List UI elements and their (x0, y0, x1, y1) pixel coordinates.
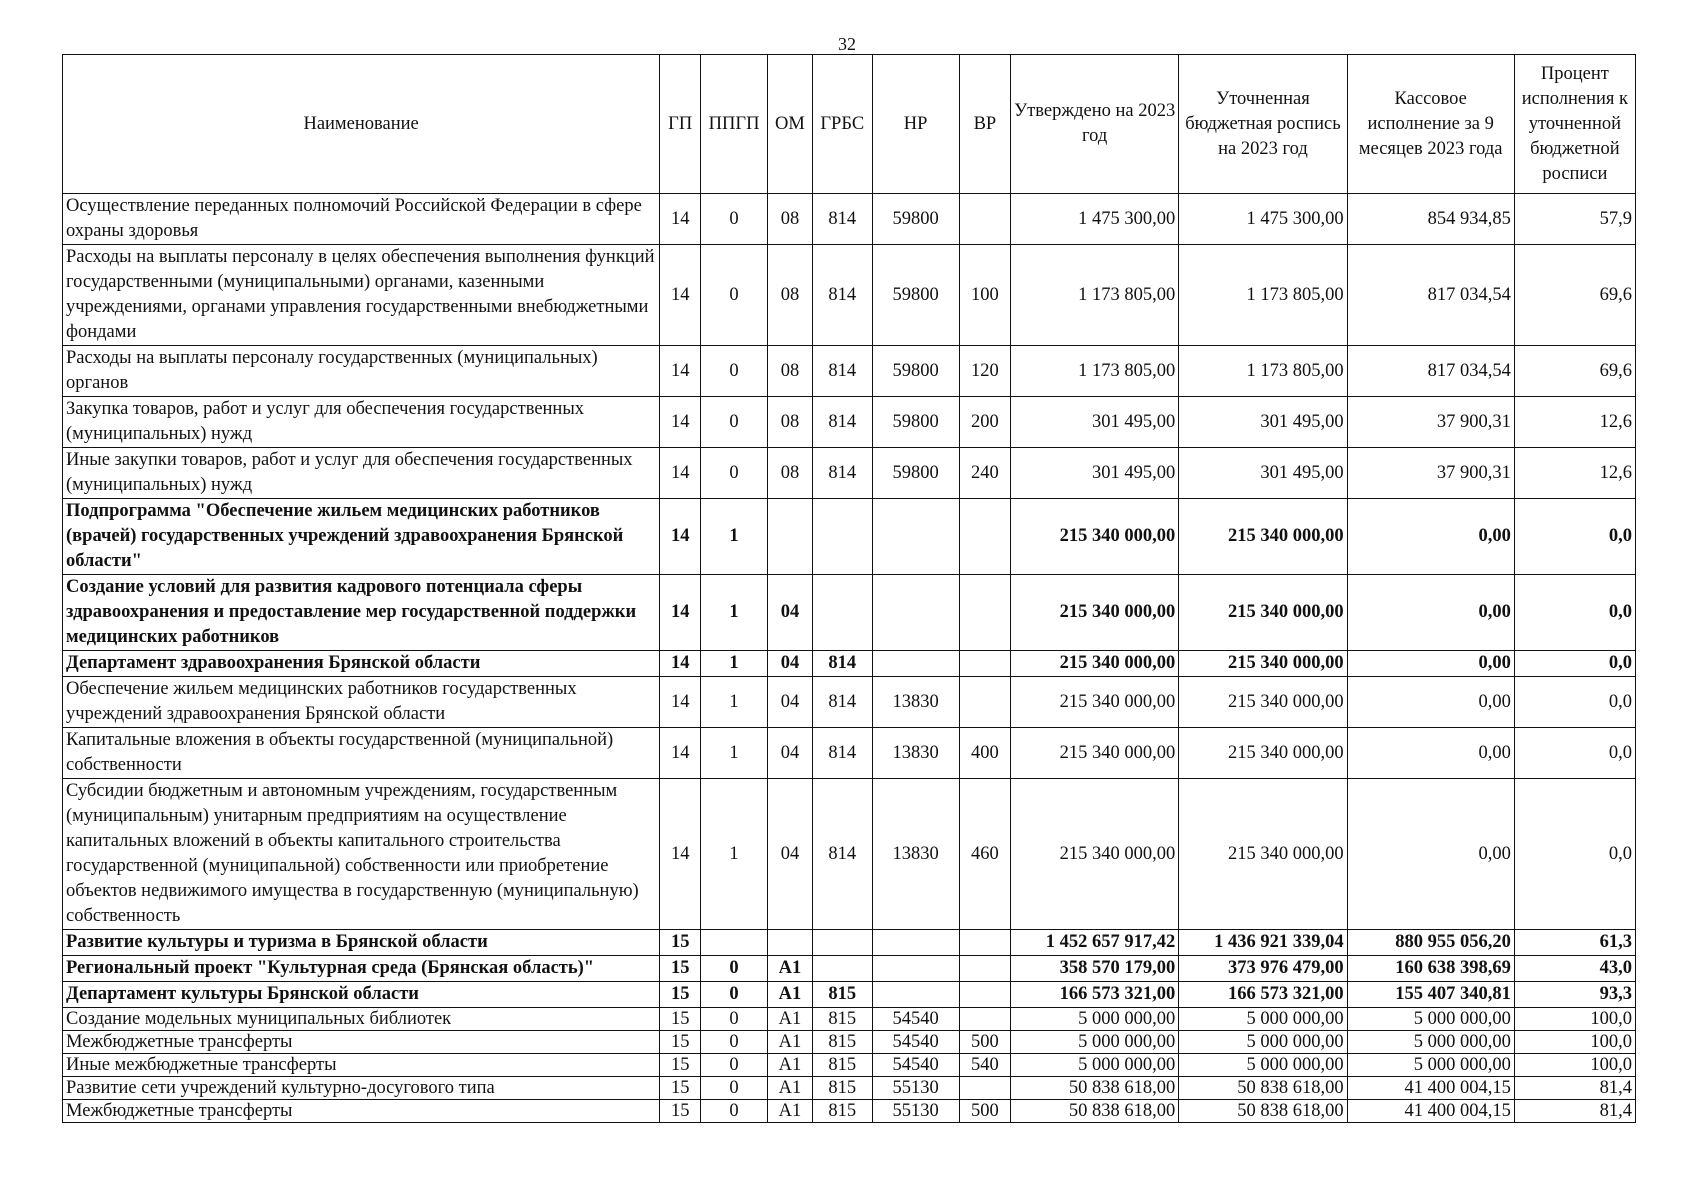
header-approved: Утверждено на 2023 год (1011, 55, 1179, 194)
cell-grbs: 814 (813, 397, 873, 448)
table-row (63, 397, 1636, 448)
cell-approved: 215 340 000,00 (1011, 499, 1179, 575)
cell-ppgp: 0 (701, 245, 768, 346)
header-om: ОМ (767, 55, 812, 194)
cell-approved: 215 340 000,00 (1011, 575, 1179, 651)
cell-name: Обеспечение жильем медицинских работников государственных учреждений здравоохранения Брянской области (63, 677, 660, 728)
cell-om: 04 (767, 728, 812, 779)
cell-vr (959, 982, 1010, 1008)
cell-gp: 15 (660, 1008, 701, 1031)
cell-percent: 100,0 (1514, 1031, 1635, 1054)
cell-ppgp: 1 (701, 779, 768, 930)
cell-gp: 14 (660, 575, 701, 651)
cell-approved: 1 475 300,00 (1011, 194, 1179, 245)
cell-approved: 215 340 000,00 (1011, 779, 1179, 930)
cell-cash: 817 034,54 (1347, 346, 1514, 397)
cell-grbs: 815 (813, 1054, 873, 1077)
cell-ppgp: 0 (701, 1100, 768, 1123)
cell-vr: 240 (959, 448, 1010, 499)
cell-refined: 1 436 921 339,04 (1179, 930, 1347, 956)
cell-om: А1 (767, 1100, 812, 1123)
cell-gp: 15 (660, 1100, 701, 1123)
header-ppgp: ППГП (701, 55, 768, 194)
cell-refined: 215 340 000,00 (1179, 499, 1347, 575)
cell-name: Межбюджетные трансферты (63, 1100, 660, 1123)
cell-refined: 301 495,00 (1179, 397, 1347, 448)
cell-om (767, 930, 812, 956)
cell-om: 08 (767, 194, 812, 245)
table-row (63, 651, 1636, 677)
cell-grbs: 815 (813, 982, 873, 1008)
cell-om: 08 (767, 397, 812, 448)
cell-percent: 61,3 (1514, 930, 1635, 956)
cell-approved: 301 495,00 (1011, 397, 1179, 448)
cell-cash: 41 400 004,15 (1347, 1100, 1514, 1123)
cell-refined: 215 340 000,00 (1179, 651, 1347, 677)
cell-refined: 215 340 000,00 (1179, 677, 1347, 728)
header-vr: ВР (959, 55, 1010, 194)
cell-cash: 854 934,85 (1347, 194, 1514, 245)
budget-table (62, 54, 1636, 1123)
cell-om: 08 (767, 346, 812, 397)
table-row (63, 575, 1636, 651)
page-number (0, 34, 1694, 55)
cell-ppgp: 0 (701, 397, 768, 448)
cell-nr: 54540 (872, 1054, 959, 1077)
cell-refined: 5 000 000,00 (1179, 1031, 1347, 1054)
cell-name: Расходы на выплаты персоналу в целях обеспечения выполнения функций государственными (муниципальными) органами, казенными учреждениями, органами управления государственными внебюджетными фондами (63, 245, 660, 346)
cell-name: Подпрограмма "Обеспечение жильем медицинских работников (врачей) государственных учреждений здравоохранения Брянской области" (63, 499, 660, 575)
cell-vr: 460 (959, 779, 1010, 930)
table-row (63, 499, 1636, 575)
table-row (63, 448, 1636, 499)
cell-name: Департамент культуры Брянской области (63, 982, 660, 1008)
cell-grbs (813, 499, 873, 575)
cell-cash: 5 000 000,00 (1347, 1008, 1514, 1031)
cell-cash: 37 900,31 (1347, 397, 1514, 448)
cell-cash: 41 400 004,15 (1347, 1077, 1514, 1100)
cell-ppgp: 0 (701, 448, 768, 499)
cell-vr (959, 1077, 1010, 1100)
cell-nr: 54540 (872, 1008, 959, 1031)
cell-cash: 0,00 (1347, 575, 1514, 651)
cell-gp: 15 (660, 1054, 701, 1077)
cell-gp: 14 (660, 677, 701, 728)
cell-name: Расходы на выплаты персоналу государственных (муниципальных) органов (63, 346, 660, 397)
header-gp: ГП (660, 55, 701, 194)
cell-ppgp: 0 (701, 346, 768, 397)
cell-grbs: 814 (813, 779, 873, 930)
cell-percent: 12,6 (1514, 448, 1635, 499)
cell-gp: 15 (660, 956, 701, 982)
cell-nr (872, 956, 959, 982)
cell-ppgp: 1 (701, 575, 768, 651)
table-row (63, 346, 1636, 397)
cell-cash: 155 407 340,81 (1347, 982, 1514, 1008)
cell-cash: 37 900,31 (1347, 448, 1514, 499)
cell-vr (959, 956, 1010, 982)
cell-name: Закупка товаров, работ и услуг для обеспечения государственных (муниципальных) нужд (63, 397, 660, 448)
cell-cash: 0,00 (1347, 651, 1514, 677)
table-body (63, 194, 1636, 1123)
cell-percent: 0,0 (1514, 779, 1635, 930)
cell-ppgp: 1 (701, 677, 768, 728)
cell-name: Осуществление переданных полномочий Российской Федерации в сфере охраны здоровья (63, 194, 660, 245)
cell-gp: 14 (660, 397, 701, 448)
table-row (63, 1100, 1636, 1123)
cell-cash: 0,00 (1347, 499, 1514, 575)
cell-percent: 57,9 (1514, 194, 1635, 245)
table-row (63, 245, 1636, 346)
cell-gp: 14 (660, 448, 701, 499)
cell-refined: 215 340 000,00 (1179, 575, 1347, 651)
cell-om: 08 (767, 448, 812, 499)
cell-vr (959, 651, 1010, 677)
cell-name: Межбюджетные трансферты (63, 1031, 660, 1054)
cell-approved: 50 838 618,00 (1011, 1100, 1179, 1123)
cell-vr: 500 (959, 1100, 1010, 1123)
cell-grbs: 815 (813, 1077, 873, 1100)
header-nr: НР (872, 55, 959, 194)
cell-om: А1 (767, 1031, 812, 1054)
cell-percent: 100,0 (1514, 1008, 1635, 1031)
cell-om: 04 (767, 651, 812, 677)
cell-refined: 1 173 805,00 (1179, 245, 1347, 346)
cell-percent: 0,0 (1514, 651, 1635, 677)
cell-cash: 0,00 (1347, 677, 1514, 728)
table-row (63, 930, 1636, 956)
cell-approved: 50 838 618,00 (1011, 1077, 1179, 1100)
cell-ppgp (701, 930, 768, 956)
header-name: Наименование (63, 55, 660, 194)
cell-nr: 55130 (872, 1100, 959, 1123)
header-refined: Уточненная бюджетная роспись на 2023 год (1179, 55, 1347, 194)
table-row (63, 956, 1636, 982)
cell-om: А1 (767, 1008, 812, 1031)
cell-gp: 15 (660, 1031, 701, 1054)
cell-refined: 373 976 479,00 (1179, 956, 1347, 982)
cell-refined: 50 838 618,00 (1179, 1100, 1347, 1123)
cell-approved: 1 173 805,00 (1011, 245, 1179, 346)
header-cash: Кассовое исполнение за 9 месяцев 2023 года (1347, 55, 1514, 194)
cell-cash: 5 000 000,00 (1347, 1031, 1514, 1054)
cell-ppgp: 0 (701, 1077, 768, 1100)
cell-refined: 1 173 805,00 (1179, 346, 1347, 397)
cell-grbs (813, 575, 873, 651)
cell-gp: 14 (660, 779, 701, 930)
cell-approved: 5 000 000,00 (1011, 1008, 1179, 1031)
cell-ppgp: 0 (701, 1031, 768, 1054)
cell-percent: 81,4 (1514, 1077, 1635, 1100)
cell-om: А1 (767, 982, 812, 1008)
cell-vr: 100 (959, 245, 1010, 346)
cell-vr (959, 1008, 1010, 1031)
cell-nr: 59800 (872, 346, 959, 397)
table-row (63, 1077, 1636, 1100)
cell-ppgp: 0 (701, 1008, 768, 1031)
cell-nr: 13830 (872, 728, 959, 779)
page-number-text: 32 (838, 34, 856, 54)
cell-name: Иные межбюджетные трансферты (63, 1054, 660, 1077)
cell-approved: 215 340 000,00 (1011, 728, 1179, 779)
cell-name: Развитие сети учреждений культурно-досугового типа (63, 1077, 660, 1100)
table-row (63, 1031, 1636, 1054)
cell-name: Развитие культуры и туризма в Брянской области (63, 930, 660, 956)
cell-nr: 59800 (872, 397, 959, 448)
cell-approved: 215 340 000,00 (1011, 677, 1179, 728)
cell-nr: 13830 (872, 779, 959, 930)
cell-name: Субсидии бюджетным и автономным учреждениям, государственным (муниципальным) унитарным предприятиям на осуществление капитальных вложений в объекты капитального строительства государственной (муниципальной) собственности или приобретение объектов недвижимого имущества в государственную (муниципальную) собственность (63, 779, 660, 930)
cell-name: Создание условий для развития кадрового потенциала сферы здравоохранения и предоставление мер государственной поддержки медицинских работников (63, 575, 660, 651)
cell-vr (959, 930, 1010, 956)
table-row (63, 677, 1636, 728)
cell-grbs: 814 (813, 448, 873, 499)
cell-nr: 59800 (872, 245, 959, 346)
cell-approved: 215 340 000,00 (1011, 651, 1179, 677)
cell-nr (872, 575, 959, 651)
cell-grbs: 814 (813, 728, 873, 779)
cell-percent: 0,0 (1514, 728, 1635, 779)
cell-nr: 13830 (872, 677, 959, 728)
cell-om: 08 (767, 245, 812, 346)
cell-nr: 59800 (872, 194, 959, 245)
cell-grbs: 815 (813, 1100, 873, 1123)
table-row (63, 728, 1636, 779)
cell-nr (872, 930, 959, 956)
cell-vr: 400 (959, 728, 1010, 779)
cell-refined: 1 475 300,00 (1179, 194, 1347, 245)
cell-vr: 200 (959, 397, 1010, 448)
cell-percent: 100,0 (1514, 1054, 1635, 1077)
cell-approved: 5 000 000,00 (1011, 1031, 1179, 1054)
cell-name: Создание модельных муниципальных библиотек (63, 1008, 660, 1031)
cell-om: А1 (767, 1054, 812, 1077)
cell-nr: 54540 (872, 1031, 959, 1054)
cell-cash: 0,00 (1347, 728, 1514, 779)
cell-vr (959, 677, 1010, 728)
cell-approved: 5 000 000,00 (1011, 1054, 1179, 1077)
cell-grbs (813, 930, 873, 956)
cell-grbs: 814 (813, 677, 873, 728)
cell-approved: 1 173 805,00 (1011, 346, 1179, 397)
cell-approved: 358 570 179,00 (1011, 956, 1179, 982)
table-row (63, 194, 1636, 245)
cell-gp: 15 (660, 930, 701, 956)
cell-name: Иные закупки товаров, работ и услуг для обеспечения государственных (муниципальных) нужд (63, 448, 660, 499)
cell-ppgp: 0 (701, 194, 768, 245)
cell-grbs: 814 (813, 346, 873, 397)
cell-grbs: 814 (813, 245, 873, 346)
cell-vr (959, 575, 1010, 651)
cell-approved: 166 573 321,00 (1011, 982, 1179, 1008)
cell-ppgp: 0 (701, 956, 768, 982)
cell-refined: 215 340 000,00 (1179, 779, 1347, 930)
cell-name: Департамент здравоохранения Брянской области (63, 651, 660, 677)
table-header-row (63, 55, 1636, 194)
table-row (63, 1054, 1636, 1077)
cell-gp: 14 (660, 194, 701, 245)
cell-gp: 15 (660, 1077, 701, 1100)
cell-refined: 301 495,00 (1179, 448, 1347, 499)
cell-gp: 14 (660, 245, 701, 346)
cell-cash: 880 955 056,20 (1347, 930, 1514, 956)
cell-vr (959, 194, 1010, 245)
cell-name: Капитальные вложения в объекты государственной (муниципальной) собственности (63, 728, 660, 779)
cell-percent: 93,3 (1514, 982, 1635, 1008)
cell-nr (872, 651, 959, 677)
cell-refined: 166 573 321,00 (1179, 982, 1347, 1008)
cell-refined: 50 838 618,00 (1179, 1077, 1347, 1100)
cell-om: А1 (767, 956, 812, 982)
cell-vr: 120 (959, 346, 1010, 397)
cell-refined: 215 340 000,00 (1179, 728, 1347, 779)
cell-nr: 59800 (872, 448, 959, 499)
cell-gp: 14 (660, 728, 701, 779)
cell-percent: 0,0 (1514, 499, 1635, 575)
cell-ppgp: 1 (701, 499, 768, 575)
cell-gp: 14 (660, 346, 701, 397)
cell-grbs (813, 956, 873, 982)
cell-percent: 0,0 (1514, 677, 1635, 728)
cell-om: 04 (767, 575, 812, 651)
cell-cash: 0,00 (1347, 779, 1514, 930)
cell-cash: 817 034,54 (1347, 245, 1514, 346)
cell-om: 04 (767, 677, 812, 728)
cell-nr (872, 499, 959, 575)
cell-grbs: 815 (813, 1008, 873, 1031)
cell-vr: 540 (959, 1054, 1010, 1077)
table-row (63, 1008, 1636, 1031)
cell-ppgp: 1 (701, 728, 768, 779)
cell-ppgp: 0 (701, 1054, 768, 1077)
cell-ppgp: 1 (701, 651, 768, 677)
cell-percent: 12,6 (1514, 397, 1635, 448)
table-row (63, 982, 1636, 1008)
cell-percent: 81,4 (1514, 1100, 1635, 1123)
cell-om (767, 499, 812, 575)
table-row (63, 779, 1636, 930)
cell-cash: 5 000 000,00 (1347, 1054, 1514, 1077)
header-percent: Процент исполнения к уточненной бюджетной росписи (1514, 55, 1635, 194)
cell-om: А1 (767, 1077, 812, 1100)
header-grbs: ГРБС (813, 55, 873, 194)
cell-percent: 69,6 (1514, 346, 1635, 397)
cell-gp: 15 (660, 982, 701, 1008)
cell-vr (959, 499, 1010, 575)
cell-name: Региональный проект "Культурная среда (Брянская область)" (63, 956, 660, 982)
cell-approved: 301 495,00 (1011, 448, 1179, 499)
cell-approved: 1 452 657 917,42 (1011, 930, 1179, 956)
cell-percent: 0,0 (1514, 575, 1635, 651)
cell-nr: 55130 (872, 1077, 959, 1100)
cell-percent: 43,0 (1514, 956, 1635, 982)
cell-ppgp: 0 (701, 982, 768, 1008)
cell-nr (872, 982, 959, 1008)
cell-grbs: 814 (813, 194, 873, 245)
cell-percent: 69,6 (1514, 245, 1635, 346)
cell-gp: 14 (660, 499, 701, 575)
cell-refined: 5 000 000,00 (1179, 1008, 1347, 1031)
cell-om: 04 (767, 779, 812, 930)
cell-refined: 5 000 000,00 (1179, 1054, 1347, 1077)
cell-vr: 500 (959, 1031, 1010, 1054)
cell-cash: 160 638 398,69 (1347, 956, 1514, 982)
cell-grbs: 815 (813, 1031, 873, 1054)
cell-grbs: 814 (813, 651, 873, 677)
cell-gp: 14 (660, 651, 701, 677)
